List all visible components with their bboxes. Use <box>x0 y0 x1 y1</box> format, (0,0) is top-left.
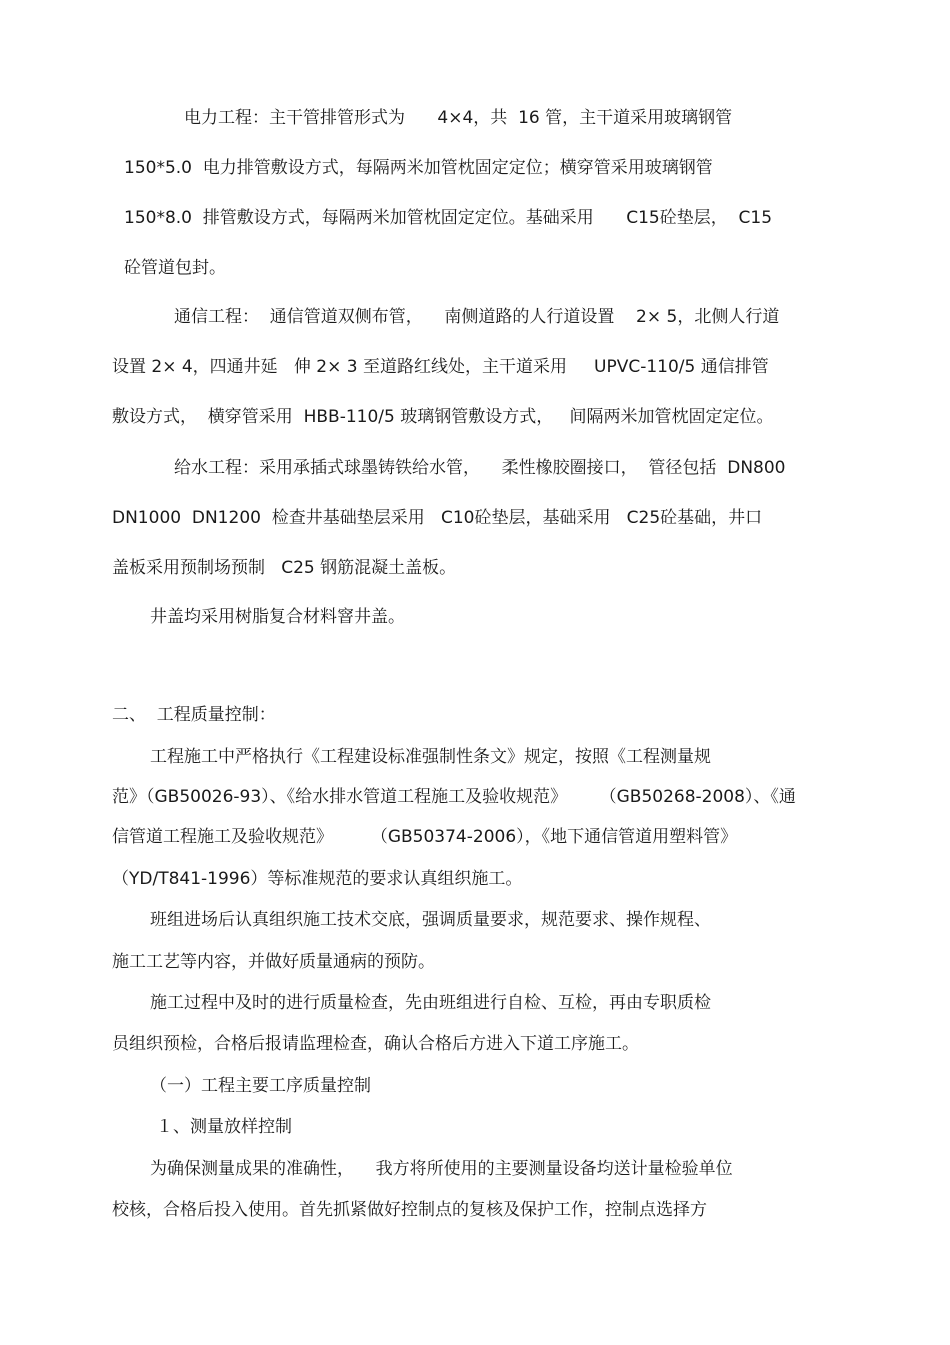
text-line: DN1000 DN1200 检查井基础垫层采用 C10砼垫层，基础采用 C25砼基础，井口 <box>112 508 763 528</box>
text-line: 通信工程： 通信管道双侧布管， 南侧道路的人行道设置 2× 5，北侧人行道 <box>174 307 780 327</box>
text-line: 敷设方式， 横穿管采用 HBB-110/5 玻璃钢管敷设方式， 间隔两米加管枕固定定位。 <box>112 407 774 427</box>
subsection-heading: （一）工程主要工序质量控制 <box>150 1076 371 1096</box>
text-line: 150*5.0 电力排管敷设方式，每隔两米加管枕固定定位；横穿管采用玻璃钢管 <box>124 158 713 178</box>
text-line: 信管道工程施工及验收规范》 （GB50374-2006），《地下通信管道用塑料管》 <box>112 827 738 847</box>
text-line: 150*8.0 排管敷设方式，每隔两米加管枕固定定位。基础采用 C15砼垫层， C15 <box>124 208 773 228</box>
text-line: 为确保测量成果的准确性， 我方将所使用的主要测量设备均送计量检验单位 <box>150 1159 733 1179</box>
text-line: 工程施工中严格执行《工程建设标准强制性条文》规定，按照《工程测量规 <box>150 747 711 767</box>
text-line: 校核，合格后投入使用。首先抓紧做好控制点的复核及保护工作，控制点选择方 <box>112 1200 707 1220</box>
text-line: 井盖均采用树脂复合材料窨井盖。 <box>150 607 405 627</box>
text-line: 班组进场后认真组织施工技术交底，强调质量要求，规范要求、操作规程、 <box>150 910 711 930</box>
text-line: 范》（GB50026-93）、《给水排水管道工程施工及验收规范》 （GB50268-2008）、《通 <box>112 787 796 807</box>
text-line: 施工过程中及时的进行质量检查，先由班组进行自检、互检，再由专职质检 <box>150 993 711 1013</box>
text-line: 给水工程：采用承插式球墨铸铁给水管， 柔性橡胶圈接口， 管径包括 DN800 <box>174 458 786 478</box>
text-line: 砼管道包封。 <box>124 258 226 278</box>
text-line: 电力工程：主干管排管形式为 4×4，共 16 管，主干道采用玻璃钢管 <box>184 108 733 128</box>
text-line: 施工工艺等内容，并做好质量通病的预防。 <box>112 952 435 972</box>
subsection-heading: １、测量放样控制 <box>156 1117 292 1137</box>
text-line: 盖板采用预制场预制 C25 钢筋混凝土盖板。 <box>112 558 457 578</box>
text-line: 设置 2× 4，四通井延 伸 2× 3 至道路红线处，主干道采用 UPVC-110/5 通信排管 <box>112 357 769 377</box>
text-line: （YD/T841-1996）等标准规范的要求认真组织施工。 <box>112 869 523 889</box>
text-line: 员组织预检，合格后报请监理检查，确认合格后方进入下道工序施工。 <box>112 1034 639 1054</box>
section-heading: 二、 工程质量控制： <box>112 705 276 725</box>
